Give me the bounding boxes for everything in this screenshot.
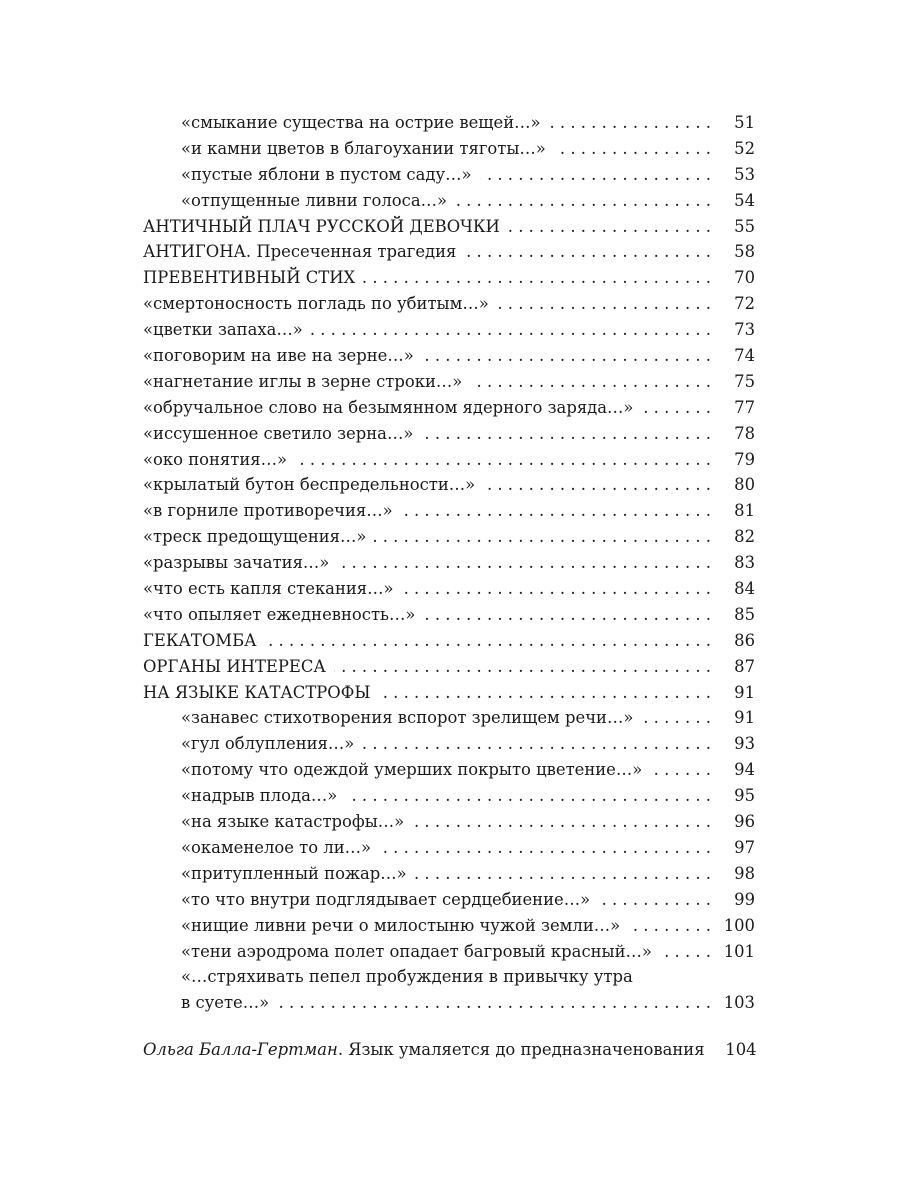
- dot-leader: [337, 550, 711, 576]
- toc-entry[interactable]: [143, 705, 755, 731]
- toc-entry[interactable]: [143, 602, 755, 628]
- toc-entry-title-line2: в суете…»: [181, 993, 270, 1013]
- toc-entry-title: «треск предощущения…»: [143, 527, 367, 547]
- toc-entry-page: 86: [734, 630, 755, 650]
- toc-entry[interactable]: [143, 654, 755, 680]
- dot-leader: [379, 835, 711, 861]
- toc-entry[interactable]: [143, 421, 755, 447]
- toc-entry[interactable]: [143, 731, 755, 757]
- dot-leader: [554, 136, 711, 162]
- toc-entry-title: «око понятия…»: [143, 449, 288, 469]
- toc-entry-page: 95: [734, 786, 755, 806]
- toc-entry[interactable]: [143, 550, 755, 576]
- toc-entry-title: «потому что одеждой умерших покрыто цветение…»: [181, 760, 643, 780]
- toc-entry-page: 99: [734, 889, 755, 909]
- toc-entry-page: 82: [734, 527, 755, 547]
- toc-entry[interactable]: [143, 835, 755, 861]
- dot-leader: [641, 705, 711, 731]
- dot-leader: [378, 680, 711, 706]
- toc-entry[interactable]: [143, 188, 755, 214]
- dot-leader: [412, 809, 711, 835]
- toc-entry[interactable]: [143, 265, 755, 291]
- toc-entry[interactable]: [143, 524, 755, 550]
- dot-leader: [598, 887, 711, 913]
- toc-entry[interactable]: [143, 395, 755, 421]
- toc-entry-title: ГЕКАТОМБА: [143, 630, 257, 650]
- toc-entry[interactable]: [143, 369, 755, 395]
- toc-entry-title: «нищие ливни речи о милостыню чужой земли…»: [181, 915, 621, 935]
- toc-entry-page: 91: [734, 708, 755, 728]
- toc-entry[interactable]: [143, 239, 755, 265]
- dot-leader: [421, 421, 711, 447]
- toc-entry-title: «нагнетание иглы в зерне строки…»: [143, 371, 463, 391]
- toc-entry-title: «цветки запаха…»: [143, 320, 303, 340]
- dot-leader: [277, 990, 711, 1016]
- toc-entry-page: 93: [734, 734, 755, 754]
- toc-entry[interactable]: [143, 472, 755, 498]
- toc-entry[interactable]: [143, 291, 755, 317]
- toc-entry-page: 77: [734, 397, 755, 417]
- toc-entry-page: 74: [734, 346, 755, 366]
- toc-entry-title: ОРГАНЫ ИНТЕРЕСА: [143, 656, 326, 676]
- toc-entry-page: 78: [734, 423, 755, 443]
- dot-leader: [362, 731, 711, 757]
- dot-leader: [497, 291, 711, 317]
- toc-entry-title: «крылатый бутон беспредельности…»: [143, 475, 476, 495]
- toc-entry-page: 79: [734, 449, 755, 469]
- toc-entry-page: 73: [734, 320, 755, 340]
- toc-entry-title: ПРЕВЕНТИВНЫЙ СТИХ: [143, 268, 356, 288]
- toc-entry-title: «что опыляет ежедневность…»: [143, 604, 416, 624]
- toc-entry-title: «смертоносность погладь по убитым…»: [143, 294, 489, 314]
- toc-entry[interactable]: [143, 939, 755, 965]
- toc-entry-title: «гул облупления…»: [181, 734, 355, 754]
- toc-entry-title: АНТИЧНЫЙ ПЛАЧ РУССКОЙ ДЕВОЧКИ: [143, 216, 500, 236]
- toc-entry[interactable]: [143, 757, 755, 783]
- dot-leader: [265, 628, 711, 654]
- toc-entry-page: 104: [725, 1040, 757, 1060]
- toc-entry-page: 51: [734, 113, 755, 132]
- toc-entry-page: 75: [734, 371, 755, 391]
- dot-leader: [334, 654, 711, 680]
- toc-entry[interactable]: [143, 783, 755, 809]
- dot-leader: [549, 110, 711, 136]
- toc-entry-title: «отпущенные ливни голоса…»: [181, 190, 448, 210]
- toc-entry-page: 85: [734, 604, 755, 624]
- toc-entry-page: 101: [723, 941, 755, 961]
- dot-leader: [311, 317, 711, 343]
- toc-entry-title: «и камни цветов в благоухании тяготы…»: [181, 138, 546, 158]
- toc-entry-page: 87: [734, 656, 755, 676]
- toc-entry-title-line1: «…стряхивать пепел пробуждения в привычку утра: [181, 967, 633, 987]
- toc-entry[interactable]: [143, 214, 755, 240]
- dot-leader: [401, 498, 711, 524]
- dot-leader: [508, 214, 711, 240]
- toc-entry-title: «занавес стихотворения вспорот зрелищем речи…»: [181, 708, 634, 728]
- toc-entry-title: «обручальное слово на безымянном ядерного заряда…»: [143, 397, 634, 417]
- dot-leader: [422, 343, 711, 369]
- toc-entry-title: «смыкание существа на острие вещей…»: [181, 113, 541, 132]
- dot-leader: [374, 524, 711, 550]
- dot-leader: [464, 239, 711, 265]
- toc-entry-page: 80: [734, 475, 755, 495]
- toc-entry-page: 94: [734, 760, 755, 780]
- toc-entry[interactable]: [143, 162, 755, 188]
- dot-leader: [480, 162, 711, 188]
- toc-entry[interactable]: [143, 913, 755, 939]
- dot-leader: [455, 188, 711, 214]
- toc-entry[interactable]: [143, 110, 755, 136]
- dot-leader: [363, 265, 711, 291]
- toc-entry[interactable]: [143, 809, 755, 835]
- toc-entry-multiline[interactable]: [143, 964, 755, 1016]
- toc-entry-page: 55: [734, 216, 755, 236]
- toc-entry[interactable]: [143, 680, 755, 706]
- dot-leader: [483, 472, 711, 498]
- dot-leader: [628, 913, 711, 939]
- toc-entry-page: 83: [734, 553, 755, 573]
- toc-entry-title: «на языке катастрофы…»: [181, 812, 405, 832]
- toc-entry-title: «иссушенное светило зерна…»: [143, 423, 414, 443]
- dot-leader: [402, 576, 711, 602]
- toc-entry-title: «притупленный пожар…»: [181, 863, 407, 883]
- table-of-contents: [143, 110, 755, 1063]
- afterword-author: Ольга Балла-Гертман: [143, 1040, 338, 1060]
- dot-leader: [423, 602, 711, 628]
- afterword-title: Язык умаляется до предназначенования: [348, 1040, 705, 1060]
- toc-entry-page: 91: [734, 682, 755, 702]
- toc-entry[interactable]: [143, 447, 755, 473]
- toc-entry[interactable]: [143, 317, 755, 343]
- toc-entry-title: «поговорим на иве на зерне…»: [143, 346, 414, 366]
- dot-leader: [470, 369, 711, 395]
- toc-entry[interactable]: [143, 498, 755, 524]
- toc-entry-title: [143, 1037, 713, 1063]
- toc-entry[interactable]: [143, 628, 755, 654]
- toc-entry-title: «пустые яблони в пустом саду…»: [181, 164, 472, 184]
- toc-entry-page: 53: [734, 164, 755, 184]
- toc-entry-page: 52: [734, 138, 755, 158]
- toc-entry-title: «разрывы зачатия…»: [143, 553, 330, 573]
- toc-entry[interactable]: [143, 861, 755, 887]
- dot-leader: [660, 939, 711, 965]
- toc-entry-title: «тени аэродрома полет опадает багровый красный…»: [181, 941, 652, 961]
- dot-leader: [650, 757, 711, 783]
- dot-leader: [641, 395, 711, 421]
- dot-leader: [295, 447, 711, 473]
- toc-entry[interactable]: [143, 576, 755, 602]
- toc-entry-page: 96: [734, 812, 755, 832]
- afterword-separator: .: [337, 1040, 349, 1060]
- toc-entry-title: «в горниле противоречия…»: [143, 501, 393, 521]
- toc-entry-page: 103: [723, 993, 755, 1013]
- toc-entry-page: 54: [734, 190, 755, 210]
- toc-entry[interactable]: [143, 887, 755, 913]
- toc-entry-title: АНТИГОНА. Пресеченная трагедия: [143, 242, 457, 262]
- toc-entry-afterword[interactable]: [143, 1037, 755, 1063]
- toc-entry-page: 84: [734, 579, 755, 599]
- toc-entry-title: «то что внутри подглядывает сердцебиение…»: [181, 889, 591, 909]
- toc-entry-page: 81: [734, 501, 755, 521]
- toc-entry[interactable]: [143, 343, 755, 369]
- toc-entry[interactable]: [143, 136, 755, 162]
- toc-entry-title: «окаменелое то ли…»: [181, 837, 372, 857]
- toc-entry-page: 97: [734, 837, 755, 857]
- toc-entry-title: «надрыв плода…»: [181, 786, 338, 806]
- toc-entry-title: НА ЯЗЫКЕ КАТАСТРОФЫ: [143, 682, 371, 702]
- toc-entry-page: 70: [734, 268, 755, 288]
- toc-entry-page: 72: [734, 294, 755, 314]
- toc-entry-page: 98: [734, 863, 755, 883]
- toc-entry-page: 100: [723, 915, 755, 935]
- toc-entry-page: 58: [734, 242, 755, 262]
- dot-leader: [415, 861, 711, 887]
- toc-entry-title: «что есть капля стекания…»: [143, 579, 394, 599]
- dot-leader: [345, 783, 711, 809]
